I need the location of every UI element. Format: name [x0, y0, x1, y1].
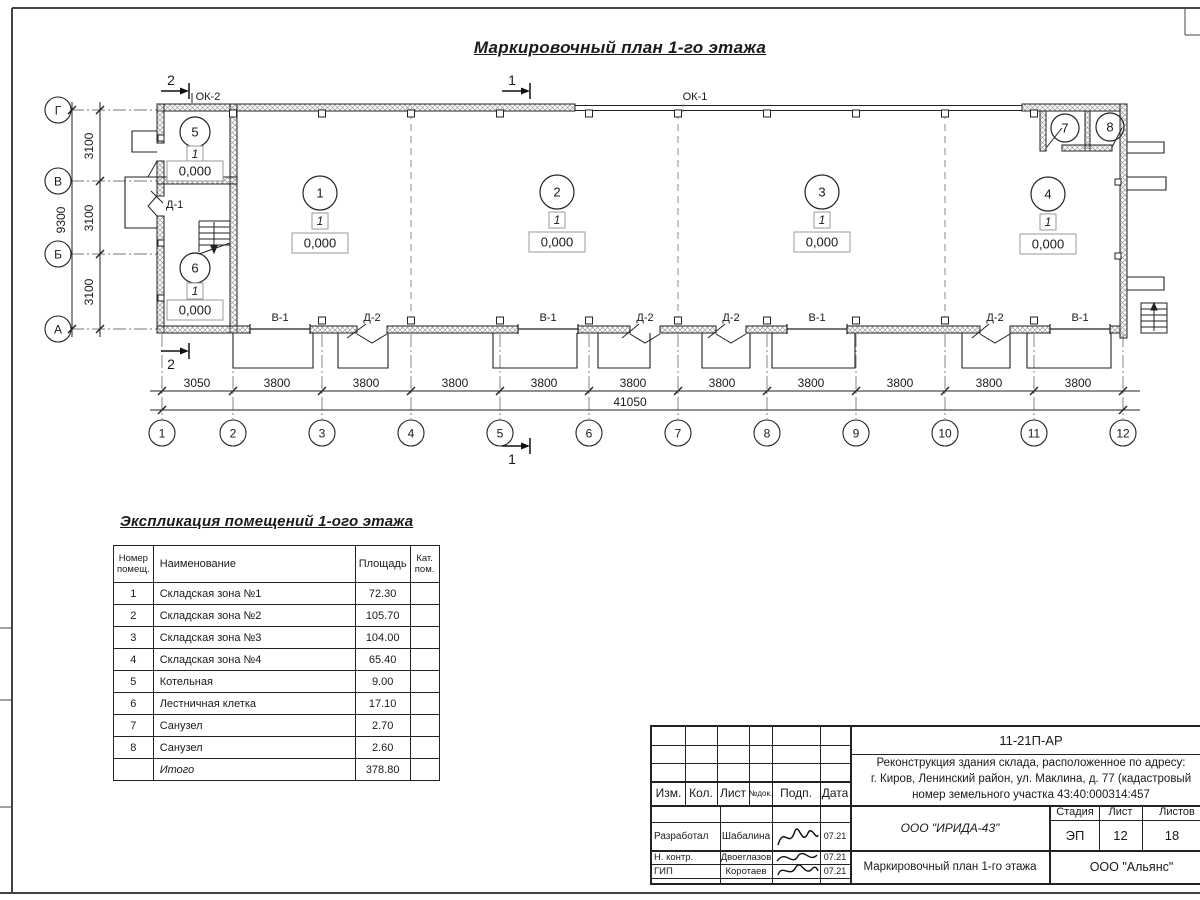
exterior-porches [125, 131, 1166, 290]
signer-name: Двоеглазов [720, 851, 772, 863]
table-row [114, 693, 440, 715]
room-area: 72.30 [355, 583, 410, 605]
doc-number: 11-21П-АР [999, 733, 1063, 748]
header-category: Кат. пом. [410, 546, 439, 583]
dimensions-bottom [150, 376, 1140, 414]
grid-col-2: 2 [229, 426, 237, 441]
signer-role: ГИП [654, 865, 673, 877]
dim-left-0: 3100 [82, 132, 96, 160]
project-line-2: г. Киров, Ленинский район, ул. Маклина, д. 77 (кадастровый [870, 773, 1192, 785]
wall-pier-marks [158, 110, 1121, 324]
grid-col-3: 3 [318, 426, 326, 441]
element-tags [166, 91, 1089, 324]
project-line-1: Реконструкция здания склада, расположенное по адресу: [876, 757, 1186, 769]
dim-left-2: 3100 [82, 278, 96, 306]
room-2-number: 2 [553, 184, 561, 200]
grid-row-g: Г [54, 103, 62, 118]
room-area: 2.60 [355, 737, 410, 759]
drawing-title: Маркировочный план 1-го этажа [473, 38, 767, 57]
sheets-total-value: 18 [1164, 827, 1180, 843]
sheet-value: 12 [1113, 827, 1128, 843]
opening-label-5: В-1 [808, 312, 826, 324]
total-label: Итого [153, 759, 355, 781]
rev-header-doc: №док. [748, 788, 773, 798]
header-name: Наименование [153, 546, 355, 583]
tag-ok2: ОК-2 [195, 91, 221, 103]
zone-separators [411, 112, 945, 325]
project-line-3: номер земельного участка 43:40:000314:457 [912, 789, 1150, 801]
dim-10: 3800 [1064, 376, 1092, 390]
grid-col-6: 6 [585, 426, 593, 441]
grid-col-4: 4 [407, 426, 415, 441]
dim-6: 3800 [708, 376, 736, 390]
room-area: 104.00 [355, 627, 410, 649]
rev-header-izm: Изм. [655, 785, 682, 800]
room-1-number: 1 [316, 185, 324, 201]
grid-axes [71, 110, 1123, 419]
room-area: 9.00 [355, 671, 410, 693]
room-name: Складская зона №3 [153, 627, 355, 649]
stage-value: ЭП [1065, 827, 1085, 843]
room-1-mark: 1 [316, 214, 324, 228]
room-num: 4 [114, 649, 154, 671]
rev-header-list: Лист [719, 785, 747, 800]
room-4-level: 0,000 [1031, 236, 1065, 252]
table-row [114, 627, 440, 649]
opening-label-6: Д-2 [986, 312, 1004, 324]
grid-col-1: 1 [158, 426, 166, 441]
signature-scribble [774, 823, 820, 850]
dim-5: 3800 [619, 376, 647, 390]
header-area: Площадь [355, 546, 410, 583]
dim-left-total: 9300 [54, 206, 68, 234]
dim-4: 3800 [530, 376, 558, 390]
grid-bubbles-columns [149, 420, 1136, 446]
grid-col-9: 9 [852, 426, 860, 441]
room-area: 65.40 [355, 649, 410, 671]
rev-header-kol: Кол. [689, 785, 713, 800]
dim-8: 3800 [886, 376, 914, 390]
client-org: ООО "Альянс" [1089, 860, 1174, 874]
room-area: 105.70 [355, 605, 410, 627]
explication-header-row [114, 546, 440, 583]
table-row [114, 671, 440, 693]
room-6-number: 6 [191, 260, 199, 276]
door-leaf-d1 [148, 196, 157, 216]
total-cat [410, 759, 439, 781]
designer-org: ООО "ИРИДА-43" [900, 821, 1000, 835]
room-3-mark: 1 [818, 213, 826, 227]
room-2-level: 0,000 [540, 234, 574, 250]
room-num: 1 [114, 583, 154, 605]
dim-total: 41050 [613, 395, 647, 409]
room-cat [410, 671, 439, 693]
title-block [650, 725, 1200, 885]
room-num: 8 [114, 737, 154, 759]
room-name: Складская зона №2 [153, 605, 355, 627]
grid-col-5: 5 [496, 426, 504, 441]
room-1-level: 0,000 [303, 235, 337, 251]
room-name: Складская зона №4 [153, 649, 355, 671]
room-8-number: 8 [1106, 119, 1114, 135]
table-row [114, 583, 440, 605]
total-spacer [114, 759, 154, 781]
room-cat [410, 627, 439, 649]
room-7-number: 7 [1061, 120, 1069, 136]
opening-label-2: В-1 [539, 312, 557, 324]
room-area: 2.70 [355, 715, 410, 737]
grid-col-11: 11 [1027, 426, 1041, 441]
dim-0: 3050 [183, 376, 211, 390]
stage-header: Стадия [1056, 806, 1094, 818]
table-row [114, 649, 440, 671]
signer-date: 07.21 [823, 830, 847, 841]
room-cat [410, 737, 439, 759]
table-row [114, 605, 440, 627]
rev-header-podp: Подп. [780, 785, 812, 800]
room-5-mark: 1 [191, 147, 199, 161]
header-room-number: Номер помещ. [114, 546, 154, 583]
sheet-title: Маркировочный план 1-го этажа [863, 861, 1037, 873]
section-mark-1-bottom: 1 [508, 451, 516, 467]
room-num: 3 [114, 627, 154, 649]
room-num: 7 [114, 715, 154, 737]
signer-date: 07.21 [823, 851, 847, 862]
opening-label-7: В-1 [1071, 312, 1089, 324]
stair-room6 [199, 221, 230, 254]
explication-title: Экспликация помещений 1-ого этажа [120, 513, 414, 530]
room-markers [167, 113, 1124, 320]
explication-table [113, 545, 440, 781]
room-name: Котельная [153, 671, 355, 693]
room-6-level: 0,000 [178, 302, 212, 318]
door-leaf-room7 [1046, 128, 1062, 148]
dim-1: 3800 [263, 376, 291, 390]
opening-label-1: Д-2 [363, 312, 381, 324]
room-3-number: 3 [818, 184, 826, 200]
room-4-mark: 1 [1044, 215, 1052, 229]
dim-7: 3800 [797, 376, 825, 390]
grid-col-8: 8 [763, 426, 771, 441]
table-total-row [114, 759, 440, 781]
room-cat [410, 715, 439, 737]
building-walls [157, 104, 1127, 338]
tag-d1: Д-1 [166, 199, 184, 211]
tag-ok1: ОК-1 [682, 91, 708, 103]
sheets-header: Листов [1159, 806, 1195, 818]
room-5-number: 5 [191, 124, 199, 140]
room-3-level: 0,000 [805, 234, 839, 250]
section-mark-1-top: 1 [508, 72, 516, 88]
signature-scribble [774, 851, 820, 881]
opening-label-4: Д-2 [722, 312, 740, 324]
room-num: 6 [114, 693, 154, 715]
grid-row-a: А [53, 322, 63, 337]
room-2-mark: 1 [553, 213, 561, 227]
sheet-header: Лист [1108, 806, 1133, 818]
grid-row-v: В [53, 174, 63, 189]
dim-2: 3800 [352, 376, 380, 390]
room-cat [410, 605, 439, 627]
window-band-ok1 [575, 106, 1022, 111]
room-name: Лестничная клетка [153, 693, 355, 715]
room-name: Санузел [153, 737, 355, 759]
section-mark-2-top: 2 [167, 72, 175, 88]
stair-exterior [1141, 303, 1167, 333]
signer-date: 07.21 [823, 865, 847, 876]
room-5-level: 0,000 [178, 163, 212, 179]
room-num: 2 [114, 605, 154, 627]
dim-9: 3800 [975, 376, 1003, 390]
grid-col-10: 10 [938, 426, 952, 441]
table-row [114, 715, 440, 737]
room-cat [410, 693, 439, 715]
rev-header-data: Дата [821, 785, 849, 800]
room-6-mark: 1 [191, 284, 199, 298]
room-cat [410, 583, 439, 605]
dim-left-1: 3100 [82, 204, 96, 232]
room-4-number: 4 [1044, 186, 1052, 202]
room-area: 17.10 [355, 693, 410, 715]
room-num: 5 [114, 671, 154, 693]
door-leaf-room5 [148, 161, 157, 177]
section-mark-2-bottom: 2 [167, 356, 175, 372]
signer-name: Коротаев [725, 865, 767, 877]
dimensions-left [54, 102, 104, 337]
room-cat [410, 649, 439, 671]
grid-col-7: 7 [674, 426, 682, 441]
total-area: 378.80 [355, 759, 410, 781]
dim-3: 3800 [441, 376, 469, 390]
opening-label-0: В-1 [271, 312, 289, 324]
grid-row-b: Б [54, 247, 62, 262]
signer-role: Разработал [654, 830, 709, 842]
signer-name: Шабалина [721, 830, 771, 842]
room-name: Санузел [153, 715, 355, 737]
room-name: Складская зона №1 [153, 583, 355, 605]
table-row [114, 737, 440, 759]
grid-col-12: 12 [1116, 426, 1130, 441]
section-marks [158, 72, 530, 467]
signer-role: Н. контр. [654, 851, 694, 863]
opening-label-3: Д-2 [636, 312, 654, 324]
